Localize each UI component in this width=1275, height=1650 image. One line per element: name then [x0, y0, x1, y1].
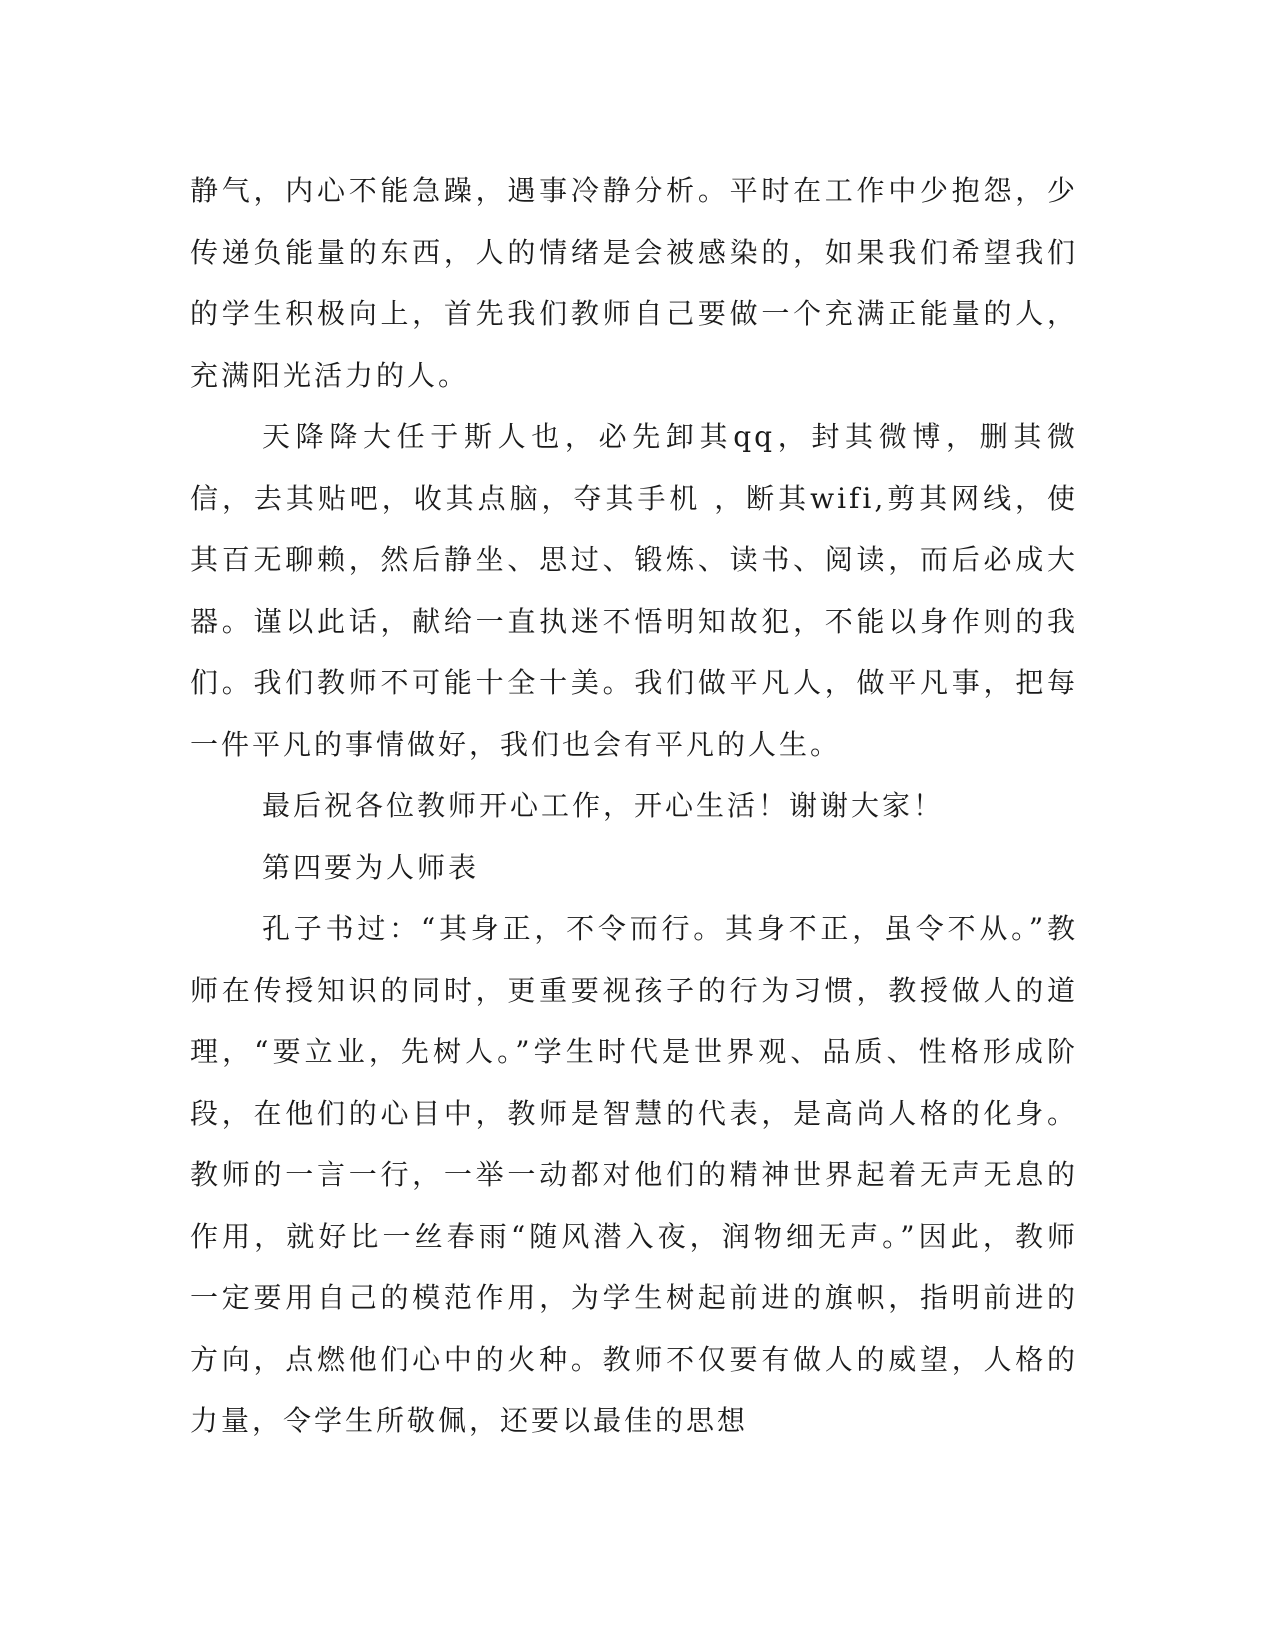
- paragraph-confucius: 孔子书过：“其身正，不令而行。其身不正，虽令不从。”教师在传授知识的同时，更重要视孩子的行为习惯，教授做人的道理，“要立业，先树人。”学生时代是世界观、品质、性格形成阶段，在他们的心目中，教师是智慧的代表，是高尚人格的化身。教师的一言一行，一举一动都对他们的精神世界起着无声无息的作用，就好比一丝春雨“随风潜入夜，润物细无声。”因此，教师一定要用自己的模范作用，为学生树起前进的旗帜，指明前进的方向，点燃他们心中的火种。教师不仅要有做人的威望，人格的力量，令学生所敬佩，还要以最佳的思想: [190, 912, 1078, 1437]
- paragraph-calm-mind: 静气，内心不能急躁，遇事冷静分析。平时在工作中少抱怨，少传递负能量的东西，人的情绪是会被感染的，如果我们希望我们的学生积极向上，首先我们教师自己要做一个充满正能量的人，充满阳光活力的人。: [190, 174, 1078, 392]
- section-heading-role-model: 第四要为人师表: [262, 850, 480, 884]
- paragraph-closing-wishes: 最后祝各位教师开心工作，开心生活！谢谢大家！: [262, 789, 945, 822]
- paragraph-great-task: 天降降大任于斯人也，必先卸其qq，封其微博，删其微信，去其贴吧，收其点脑，夺其手机 ，断其wifi,剪其网线，使其百无聊赖，然后静坐、思过、锻炼、读书、阅读，而后必成大器。谨以此话，献给一直执迷不悟明知故犯，不能以身作则的我们。我们教师不可能十全十美。我们做平凡人，做平凡事，把每一件平凡的事情做好，我们也会有平凡的人生。: [190, 420, 1078, 761]
- document-body: [190, 160, 1078, 1452]
